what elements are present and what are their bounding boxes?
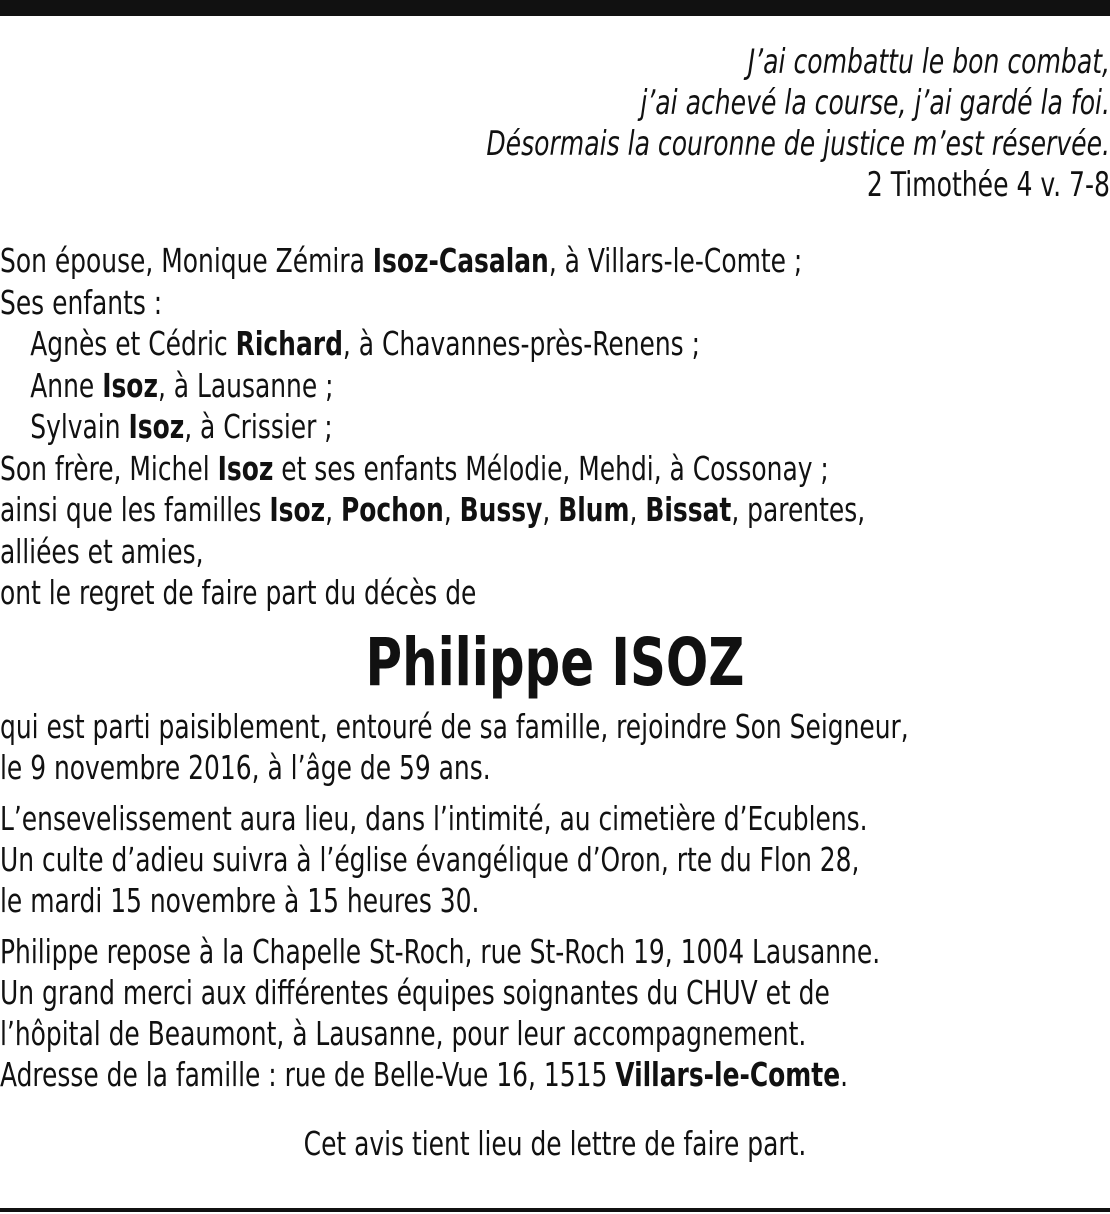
- family-list: [0, 240, 1109, 614]
- separator: ,: [542, 490, 559, 529]
- notice-body: [0, 706, 1109, 1095]
- paragraph-passing: [0, 706, 1109, 788]
- body-line: le mardi 15 novembre à 15 heures 30.: [0, 880, 480, 920]
- family-name: Isoz: [269, 490, 326, 529]
- bible-verse: [200, 42, 1110, 206]
- body-line: Un grand merci aux différentes équipes soignantes du CHUV et de: [0, 972, 830, 1012]
- body-line: le 9 novembre 2016, à l’âge de 59 ans.: [0, 747, 491, 787]
- body-line: Un culte d’adieu suivra à l’église évangélique d’Oron, rte du Flon 28,: [0, 839, 860, 879]
- child1-suffix: , à Chavannes-près-Renens ;: [342, 324, 701, 363]
- family-address-line: [0, 1054, 1109, 1095]
- deceased-name: Philippe ISOZ: [365, 623, 745, 701]
- bottom-border-rule: [0, 1208, 1110, 1212]
- child2-prefix: Anne: [30, 365, 103, 405]
- separator: ,: [443, 490, 460, 529]
- body-line: l’hôpital de Beaumont, à Lausanne, pour leur accompagnement.: [0, 1013, 807, 1053]
- families-line: [0, 489, 1109, 531]
- verse-line-3: Désormais la couronne de justice m’est réservée.: [486, 124, 1110, 164]
- brother-prefix: Son frère, Michel: [0, 448, 218, 488]
- brother-line: [0, 448, 1109, 490]
- child-line-1: [0, 323, 1109, 365]
- families-line-2: alliées et amies,: [0, 531, 204, 571]
- brother-suffix: et ses enfants Mélodie, Mehdi, à Cossonay ;: [273, 448, 829, 488]
- closing-line: Cet avis tient lieu de lettre de faire part.: [303, 1123, 807, 1163]
- child2-suffix: , à Lausanne ;: [157, 365, 334, 405]
- child3-prefix: Sylvain: [30, 407, 129, 446]
- family-name: Pochon: [340, 490, 444, 529]
- body-line: Philippe repose à la Chapelle St-Roch, rue St-Roch 19, 1004 Lausanne.: [0, 931, 881, 971]
- child1-name: Richard: [235, 324, 343, 363]
- family-name: Bussy: [459, 490, 543, 529]
- separator: ,: [629, 490, 646, 529]
- verse-reference: 2 Timothée 4 v. 7-8: [866, 165, 1110, 205]
- spouse-name: Isoz-Casalan: [372, 241, 549, 280]
- child2-name: Isoz: [102, 365, 158, 405]
- spouse-line: [0, 240, 1109, 282]
- brother-name: Isoz: [217, 448, 274, 488]
- family-name: Blum: [558, 490, 630, 529]
- family-name: Bissat: [645, 490, 732, 529]
- top-border-rule: [0, 0, 1110, 16]
- body-line: L’ensevelissement aura lieu, dans l’intimité, au cimetière d’Ecublens.: [0, 798, 868, 838]
- obituary-notice: [0, 42, 1110, 1164]
- verse-line-2: j’ai achevé la course, j’ai gardé la foi.: [640, 83, 1110, 123]
- paragraph-ceremony: [0, 798, 1109, 921]
- child1-prefix: Agnès et Cédric: [30, 324, 236, 363]
- announcement-line: ont le regret de faire part du décès de: [0, 573, 477, 612]
- child3-suffix: , à Crissier ;: [184, 407, 333, 446]
- address-place: Villars-le-Comte: [615, 1054, 841, 1094]
- families-prefix: ainsi que les familles: [0, 490, 270, 529]
- spouse-prefix: Son épouse, Monique Zémira: [0, 241, 373, 280]
- address-end: .: [840, 1054, 849, 1094]
- families-suffix: , parentes,: [731, 490, 866, 529]
- children-label: Ses enfants :: [0, 282, 163, 322]
- verse-line-1: J’ai combattu le bon combat,: [747, 42, 1110, 82]
- child-line-3: [0, 406, 1109, 448]
- paragraph-info: [0, 931, 1109, 1095]
- separator: ,: [325, 490, 341, 529]
- body-line: qui est parti paisiblement, entouré de sa famille, rejoindre Son Seigneur,: [0, 706, 909, 746]
- spouse-suffix: , à Villars-le-Comte ;: [548, 241, 803, 280]
- address-prefix: Adresse de la famille : rue de Belle-Vue 16, 1515: [0, 1054, 616, 1094]
- child3-name: Isoz: [128, 407, 185, 446]
- child-line-2: [0, 365, 1109, 407]
